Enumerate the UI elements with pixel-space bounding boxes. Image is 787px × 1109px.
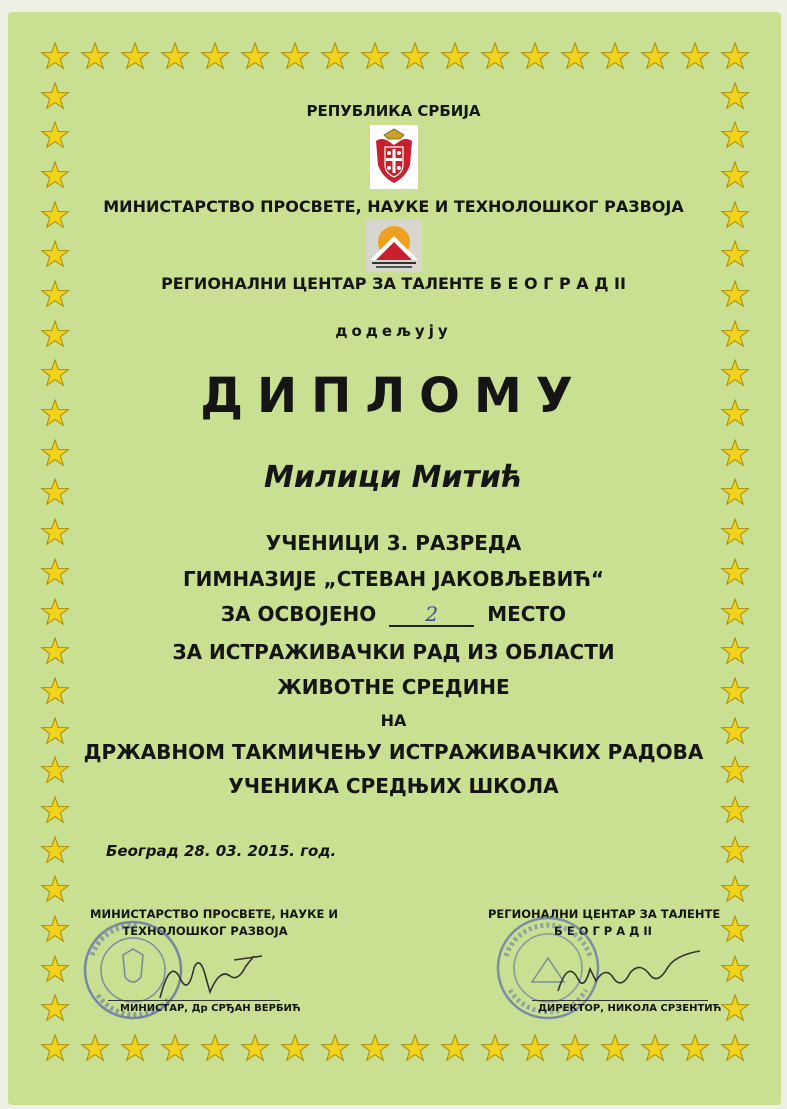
star-icon (240, 1034, 270, 1064)
star-icon (80, 1034, 110, 1064)
left-org-line1: МИНИСТАРСТВО ПРОСВЕТЕ, НАУКЕ И (90, 907, 338, 921)
star-icon (40, 1034, 70, 1064)
place-prefix: ЗА ОСВОЈЕНО (220, 602, 377, 626)
star-icon (40, 121, 70, 151)
star-icon (480, 42, 510, 72)
star-icon (720, 915, 750, 945)
star-icon (720, 1034, 750, 1064)
star-icon (720, 994, 750, 1024)
star-icon (720, 836, 750, 866)
star-icon (480, 1034, 510, 1064)
star-icon (720, 42, 750, 72)
coat-of-arms-icon (370, 125, 418, 189)
minister-signature-icon (150, 948, 270, 1008)
body-line-at: НА (380, 711, 407, 730)
star-icon (40, 994, 70, 1024)
star-icon (160, 1034, 190, 1064)
regional-center-logo-icon (366, 220, 422, 272)
diploma-title: ДИПЛОМУ (200, 368, 587, 424)
left-signature-line (108, 1000, 280, 1001)
star-icon (680, 42, 710, 72)
ministry-title: МИНИСТАРСТВО ПРОСВЕТЕ, НАУКЕ И ТЕХНОЛОШКОГ РАЗВОЈА (103, 197, 684, 216)
star-icon (120, 1034, 150, 1064)
body-line-students: УЧЕНИКА СРЕДЊИХ ШКОЛА (228, 774, 559, 798)
star-icon (560, 1034, 590, 1064)
star-icon (80, 42, 110, 72)
star-icon (600, 42, 630, 72)
body-line-place (0, 602, 787, 627)
star-icon (720, 161, 750, 191)
body-line-competition: ДРЖАВНОМ ТАКМИЧЕЊУ ИСТРАЖИВАЧКИХ РАДОВА (83, 740, 704, 764)
star-icon (440, 42, 470, 72)
star-icon (240, 42, 270, 72)
body-line-field: ЖИВОТНЕ СРЕДИНЕ (277, 675, 510, 699)
star-icon (320, 1034, 350, 1064)
star-icon (40, 42, 70, 72)
star-icon (200, 42, 230, 72)
star-icon (280, 42, 310, 72)
place-suffix: МЕСТО (487, 602, 567, 626)
star-icon (360, 1034, 390, 1064)
right-signature-line (532, 1000, 708, 1001)
star-icon (40, 915, 70, 945)
star-icon (560, 42, 590, 72)
star-icon (640, 42, 670, 72)
body-line-school: ГИМНАЗИЈЕ „СТЕВАН ЈАКОВЉЕВИЋ“ (182, 567, 605, 591)
star-icon (520, 1034, 550, 1064)
star-icon (160, 42, 190, 72)
director-signature-icon (550, 945, 710, 1005)
star-icon (720, 121, 750, 151)
issue-date: Београд 28. 03. 2015. год. (106, 842, 337, 860)
star-icon (440, 1034, 470, 1064)
star-icon (40, 836, 70, 866)
star-icon (200, 1034, 230, 1064)
regional-center-title: РЕГИОНАЛНИ ЦЕНТАР ЗА ТАЛЕНТЕ Б Е О Г Р А Д II (161, 274, 626, 293)
star-icon (40, 955, 70, 985)
star-icon (40, 240, 70, 270)
star-icon (320, 42, 350, 72)
right-org-line1: РЕГИОНАЛНИ ЦЕНТАР ЗА ТАЛЕНТЕ (488, 907, 721, 921)
star-icon (120, 42, 150, 72)
right-org-line2: Б Е О Г Р А Д II (554, 924, 652, 938)
recipient-name: Милици Митић (264, 460, 523, 495)
director-caption: ДИРЕКТОР, НИКОЛА СРЗЕНТИЋ (538, 1003, 722, 1014)
left-org-line2: ТЕХНОЛОШКОГ РАЗВОЈА (122, 924, 288, 938)
star-icon (280, 1034, 310, 1064)
place-value: 2 (389, 603, 474, 627)
star-icon (680, 1034, 710, 1064)
star-icon (640, 1034, 670, 1064)
star-icon (360, 42, 390, 72)
body-line-research: ЗА ИСТРАЖИВАЧКИ РАД ИЗ ОБЛАСТИ (172, 640, 615, 664)
star-icon (400, 42, 430, 72)
star-icon (720, 240, 750, 270)
awards-verb: додељују (335, 322, 452, 340)
star-icon (40, 875, 70, 905)
star-icon (720, 796, 750, 826)
star-icon (520, 42, 550, 72)
minister-caption: МИНИСТАР, Др СРЂАН ВЕРБИЋ (120, 1003, 301, 1014)
star-icon (400, 1034, 430, 1064)
star-icon (40, 796, 70, 826)
star-icon (40, 161, 70, 191)
star-icon (600, 1034, 630, 1064)
star-icon (720, 955, 750, 985)
republic-title: РЕПУБЛИКА СРБИЈА (306, 102, 481, 120)
body-line-grade: УЧЕНИЦИ 3. РАЗРЕДА (265, 531, 522, 555)
star-icon (720, 875, 750, 905)
